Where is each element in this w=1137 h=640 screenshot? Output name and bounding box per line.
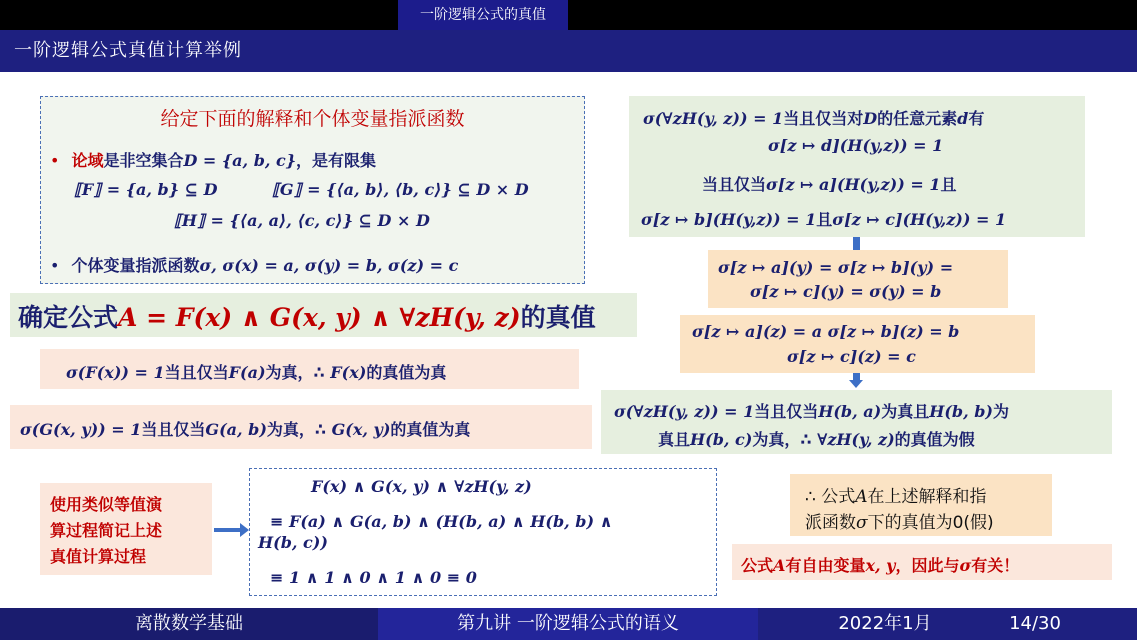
forall-line-4 <box>641 207 1006 230</box>
task-formula: A = F(x) ∧ G(x, y) ∧ ∀zH(y, z) <box>118 303 521 332</box>
note-line-1: 使用类似等值演 <box>50 495 163 514</box>
forall-l1-t3: 有 <box>968 109 985 128</box>
chain-line-3: H(b, c)) <box>258 533 328 552</box>
eval-F-m1: σ(F(x)) = 1 <box>66 363 165 382</box>
arrow-head-icon <box>240 523 249 537</box>
concl-t1: ∴ 公式 <box>805 487 856 507</box>
forall-l1-d: d <box>957 109 969 128</box>
chain-line-4: ≡ 1 ∧ 1 ∧ 0 ∧ 1 ∧ 0 ≡ 0 <box>270 568 477 587</box>
conclusion-line-1 <box>805 482 987 507</box>
bullet-2 <box>50 253 458 276</box>
slide-title: 一阶逻辑公式真值计算举例 <box>14 40 242 61</box>
concl-t3: 派函数 <box>805 513 856 533</box>
z-line-2: σ[z ↦ c](z) = c <box>787 347 916 366</box>
res-m5: ∀zH(y, z) <box>817 430 895 449</box>
res-m3: H(b, b) <box>929 402 993 421</box>
connector-bar <box>853 237 860 250</box>
forall-l4-and: 且 <box>816 210 833 229</box>
res-m4: H(b, c) <box>690 430 753 449</box>
section-label: 一阶逻辑公式的真值 <box>398 0 568 30</box>
res-t1: 当且仅当 <box>754 402 819 421</box>
domain-finite: ，是有限集 <box>296 151 377 170</box>
rem-sigma: σ <box>959 556 972 575</box>
forall-l1-t1: 当且仅当对 <box>783 109 864 128</box>
chain-line-1: F(x) ∧ G(x, y) ∧ ∀zH(y, z) <box>311 477 532 496</box>
forall-l4-m2: σ[z ↦ c](H(y,z)) = 1 <box>832 210 1007 229</box>
res-t6: 的真值为假 <box>894 430 975 449</box>
forall-line-1 <box>643 106 984 129</box>
eval-F-m3: F(x) <box>330 363 367 382</box>
bullet-1 <box>50 148 376 171</box>
rem-xy: x, y <box>865 556 896 575</box>
rem-t1: 公式 <box>741 556 774 575</box>
res-t3: 为 <box>992 402 1009 421</box>
F-definition: ⟦F⟧ = {a, b} ⊆ D <box>74 180 218 199</box>
forall-l4-m1: σ[z ↦ b](H(y,z)) = 1 <box>641 210 817 229</box>
eval-F-t3: 的真值为真 <box>366 363 447 382</box>
res-t5: 为真，∴ <box>752 430 818 449</box>
forall-result-line-2 <box>658 427 975 450</box>
rem-t4: 有关！ <box>971 556 1020 575</box>
eval-G-m2: G(a, b) <box>205 420 267 439</box>
bullet-dot: • <box>50 151 60 170</box>
chain-line-2: ≡ F(a) ∧ G(a, b) ∧ (H(b, a) ∧ H(b, b) ∧ <box>270 512 613 531</box>
footer-page-number: 14/30 <box>1009 613 1061 634</box>
task-statement <box>18 298 596 334</box>
eval-F-t1: 当且仅当 <box>164 363 229 382</box>
res-t4: 真且 <box>658 430 691 449</box>
eval-G <box>20 417 470 440</box>
footer-date: 2022年1月 <box>838 613 932 634</box>
bullet-dot: • <box>50 256 60 275</box>
eval-G-t2: 为真，∴ <box>266 420 332 439</box>
forall-l3-and: 且 <box>940 175 957 194</box>
conclusion-line-2 <box>805 508 994 533</box>
res-m2: H(b, a) <box>818 402 882 421</box>
domain-text: 是非空集合 <box>103 151 184 170</box>
concl-t2: 在上述解释和指 <box>867 487 987 507</box>
eval-G-m1: σ(G(x, y)) = 1 <box>20 420 142 439</box>
forall-l3-t: 当且仅当 <box>702 175 767 194</box>
assignment-label: 个体变量指派函数 <box>71 256 200 275</box>
concl-A: A <box>855 487 868 507</box>
y-line-1: σ[z ↦ a](y) = σ[z ↦ b](y) = <box>718 258 954 277</box>
forall-result-line-1 <box>614 399 1009 422</box>
rem-t3: ，因此与 <box>895 556 960 575</box>
footer-lecture: 第九讲 一阶逻辑公式的语义 <box>457 613 679 634</box>
interp-heading: 给定下面的解释和个体变量指派函数 <box>160 108 465 130</box>
eval-F-t2: 为真，∴ <box>265 363 331 382</box>
assignment-values: σ, σ(x) = a, σ(y) = b, σ(z) = c <box>199 256 459 275</box>
concl-t4: 下的真值为0(假) <box>867 513 994 533</box>
eval-G-m3: G(x, y) <box>331 420 391 439</box>
forall-line-3 <box>702 172 956 195</box>
domain-set: D = {a, b, c} <box>183 151 297 170</box>
forall-l1-t2: 的任意元素 <box>877 109 958 128</box>
forall-l3-m: σ[z ↦ a](H(y,z)) = 1 <box>766 175 941 194</box>
down-arrow-icon <box>849 380 863 388</box>
forall-l1-m: σ(∀zH(y, z)) = 1 <box>643 109 784 128</box>
footer-course: 离散数学基础 <box>135 613 243 634</box>
rem-t2: 有自由变量 <box>785 556 866 575</box>
concl-sigma: σ <box>856 513 868 533</box>
forall-l1-D: D <box>863 109 878 128</box>
top-bar <box>0 0 1137 30</box>
z-line-1: σ[z ↦ a](z) = a σ[z ↦ b](z) = b <box>692 322 960 341</box>
task-suffix: 的真值 <box>520 303 596 332</box>
forall-line-2: σ[z ↦ d](H(y,z)) = 1 <box>768 136 944 155</box>
domain-label: 论域 <box>71 151 104 170</box>
eval-G-t1: 当且仅当 <box>141 420 206 439</box>
eval-F-m2: F(a) <box>228 363 266 382</box>
y-line-2: σ[z ↦ c](y) = σ(y) = b <box>750 282 942 301</box>
note-line-2: 算过程简记上述 <box>50 521 163 540</box>
res-m1: σ(∀zH(y, z)) = 1 <box>614 402 755 421</box>
arrow-right-icon <box>214 528 242 532</box>
task-prefix: 确定公式 <box>18 303 119 332</box>
note-text <box>50 492 162 570</box>
eval-G-t3: 的真值为真 <box>390 420 471 439</box>
rem-A: A <box>773 556 786 575</box>
eval-F <box>66 360 446 383</box>
note-line-3: 真值计算过程 <box>50 547 147 566</box>
res-t2: 为真且 <box>881 402 930 421</box>
G-definition: ⟦G⟧ = {⟨a, b⟩, ⟨b, c⟩} ⊆ D × D <box>272 180 529 199</box>
H-definition: ⟦H⟧ = {⟨a, a⟩, ⟨c, c⟩} ⊆ D × D <box>174 211 430 230</box>
remark-text <box>741 553 1019 576</box>
